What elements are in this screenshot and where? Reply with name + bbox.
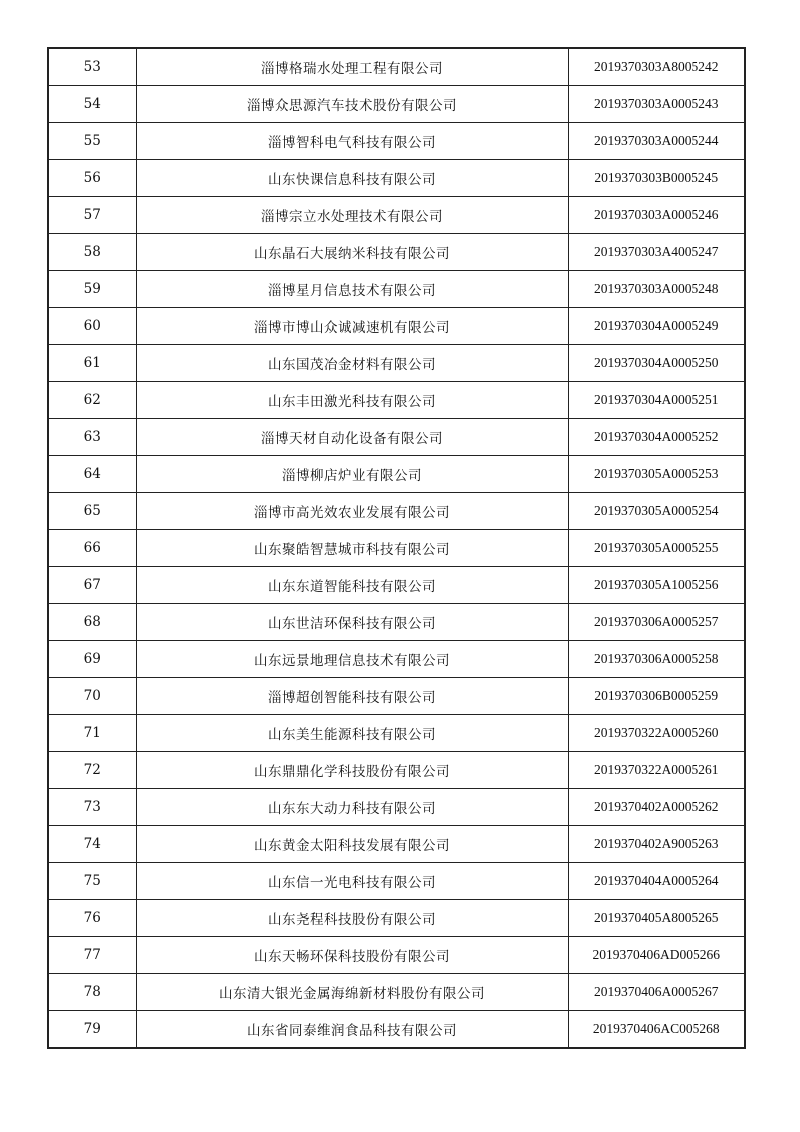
table-row: [48, 937, 745, 974]
registration-code-cell: 2019370305A0005255: [568, 530, 745, 567]
row-number-cell: 60: [48, 308, 136, 345]
registration-code-cell: 2019370305A0005253: [568, 456, 745, 493]
registration-code-cell: 2019370303A0005246: [568, 197, 745, 234]
company-name-cell: 山东国茂冶金材料有限公司: [136, 345, 568, 382]
company-name-cell: 淄博格瑞水处理工程有限公司: [136, 48, 568, 86]
row-number-cell: 79: [48, 1011, 136, 1049]
registration-code-cell: 2019370304A0005250: [568, 345, 745, 382]
table-row: [48, 900, 745, 937]
table-row: [48, 789, 745, 826]
company-name-cell: 山东鼎鼎化学科技股份有限公司: [136, 752, 568, 789]
table-row: [48, 86, 745, 123]
registration-code-cell: 2019370404A0005264: [568, 863, 745, 900]
company-name-cell: 山东尧程科技股份有限公司: [136, 900, 568, 937]
row-number-cell: 61: [48, 345, 136, 382]
company-name-cell: 山东黄金太阳科技发展有限公司: [136, 826, 568, 863]
table-row: [48, 604, 745, 641]
company-name-cell: 淄博超创智能科技有限公司: [136, 678, 568, 715]
company-name-cell: 山东晶石大展纳米科技有限公司: [136, 234, 568, 271]
table-row: [48, 493, 745, 530]
table-row: [48, 752, 745, 789]
registration-code-cell: 2019370303A8005242: [568, 48, 745, 86]
table-row: [48, 715, 745, 752]
company-name-cell: 山东东道智能科技有限公司: [136, 567, 568, 604]
row-number-cell: 68: [48, 604, 136, 641]
row-number-cell: 62: [48, 382, 136, 419]
row-number-cell: 71: [48, 715, 136, 752]
company-name-cell: 山东省同泰维润食品科技有限公司: [136, 1011, 568, 1049]
table-row: [48, 456, 745, 493]
registration-code-cell: 2019370305A0005254: [568, 493, 745, 530]
registration-code-cell: 2019370405A8005265: [568, 900, 745, 937]
row-number-cell: 59: [48, 271, 136, 308]
company-name-cell: 山东清大银光金属海绵新材料股份有限公司: [136, 974, 568, 1011]
table-row: [48, 1011, 745, 1049]
table-row: [48, 419, 745, 456]
company-name-cell: 山东天畅环保科技股份有限公司: [136, 937, 568, 974]
registration-code-cell: 2019370304A0005251: [568, 382, 745, 419]
table-row: [48, 678, 745, 715]
table-row: [48, 160, 745, 197]
company-name-cell: 淄博智科电气科技有限公司: [136, 123, 568, 160]
company-registry-table: [47, 47, 746, 1049]
row-number-cell: 53: [48, 48, 136, 86]
table-row: [48, 530, 745, 567]
row-number-cell: 64: [48, 456, 136, 493]
company-name-cell: 淄博市高光效农业发展有限公司: [136, 493, 568, 530]
registration-code-cell: 2019370402A0005262: [568, 789, 745, 826]
registration-code-cell: 2019370303A0005244: [568, 123, 745, 160]
row-number-cell: 58: [48, 234, 136, 271]
row-number-cell: 76: [48, 900, 136, 937]
table-row: [48, 382, 745, 419]
row-number-cell: 65: [48, 493, 136, 530]
registration-code-cell: 2019370304A0005252: [568, 419, 745, 456]
table-row: [48, 271, 745, 308]
registration-code-cell: 2019370304A0005249: [568, 308, 745, 345]
registration-code-cell: 2019370303B0005245: [568, 160, 745, 197]
table-row: [48, 974, 745, 1011]
registration-code-cell: 2019370322A0005261: [568, 752, 745, 789]
company-name-cell: 山东美生能源科技有限公司: [136, 715, 568, 752]
company-name-cell: 淄博众思源汽车技术股份有限公司: [136, 86, 568, 123]
table-row: [48, 48, 745, 86]
table-row: [48, 863, 745, 900]
row-number-cell: 56: [48, 160, 136, 197]
company-name-cell: 山东世洁环保科技有限公司: [136, 604, 568, 641]
row-number-cell: 70: [48, 678, 136, 715]
company-name-cell: 淄博宗立水处理技术有限公司: [136, 197, 568, 234]
company-name-cell: 山东东大动力科技有限公司: [136, 789, 568, 826]
row-number-cell: 73: [48, 789, 136, 826]
company-name-cell: 淄博天材自动化设备有限公司: [136, 419, 568, 456]
row-number-cell: 57: [48, 197, 136, 234]
row-number-cell: 55: [48, 123, 136, 160]
row-number-cell: 72: [48, 752, 136, 789]
registration-code-cell: 2019370306A0005257: [568, 604, 745, 641]
table-row: [48, 567, 745, 604]
company-name-cell: 淄博星月信息技术有限公司: [136, 271, 568, 308]
registration-code-cell: 2019370402A9005263: [568, 826, 745, 863]
company-name-cell: 山东丰田激光科技有限公司: [136, 382, 568, 419]
table-row: [48, 197, 745, 234]
table-body: [48, 48, 745, 1048]
registration-code-cell: 2019370306B0005259: [568, 678, 745, 715]
row-number-cell: 75: [48, 863, 136, 900]
company-name-cell: 淄博市博山众诚减速机有限公司: [136, 308, 568, 345]
row-number-cell: 66: [48, 530, 136, 567]
registration-code-cell: 2019370303A0005248: [568, 271, 745, 308]
company-name-cell: 淄博柳店炉业有限公司: [136, 456, 568, 493]
registration-code-cell: 2019370305A1005256: [568, 567, 745, 604]
row-number-cell: 67: [48, 567, 136, 604]
row-number-cell: 78: [48, 974, 136, 1011]
table-row: [48, 123, 745, 160]
company-name-cell: 山东快课信息科技有限公司: [136, 160, 568, 197]
row-number-cell: 74: [48, 826, 136, 863]
registration-code-cell: 2019370322A0005260: [568, 715, 745, 752]
registration-code-cell: 2019370303A0005243: [568, 86, 745, 123]
table-row: [48, 234, 745, 271]
row-number-cell: 63: [48, 419, 136, 456]
registration-code-cell: 2019370406AD005266: [568, 937, 745, 974]
company-name-cell: 山东远景地理信息技术有限公司: [136, 641, 568, 678]
table-row: [48, 826, 745, 863]
row-number-cell: 54: [48, 86, 136, 123]
registration-code-cell: 2019370303A4005247: [568, 234, 745, 271]
row-number-cell: 77: [48, 937, 136, 974]
registration-code-cell: 2019370306A0005258: [568, 641, 745, 678]
row-number-cell: 69: [48, 641, 136, 678]
table-row: [48, 345, 745, 382]
registration-code-cell: 2019370406AC005268: [568, 1011, 745, 1049]
company-name-cell: 山东信一光电科技有限公司: [136, 863, 568, 900]
table-row: [48, 308, 745, 345]
table-row: [48, 641, 745, 678]
company-name-cell: 山东聚皓智慧城市科技有限公司: [136, 530, 568, 567]
registration-code-cell: 2019370406A0005267: [568, 974, 745, 1011]
